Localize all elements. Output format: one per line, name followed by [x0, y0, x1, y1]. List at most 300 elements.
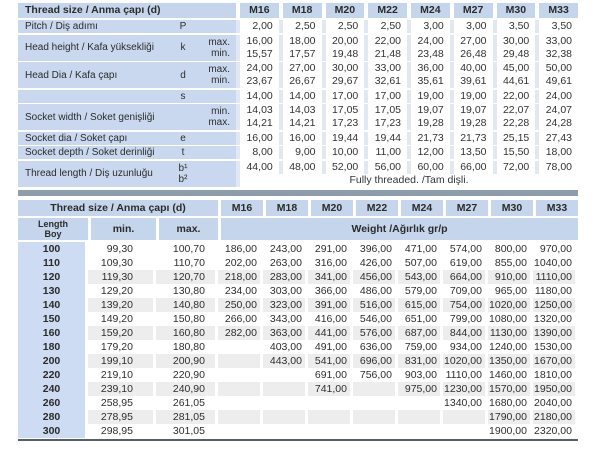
spec-value-cell: 19,44 [364, 132, 407, 145]
spec-value-cell: 30,00 [493, 35, 536, 48]
spec-row-label: Head height / Kafa yüksekliği [25, 42, 154, 53]
spec-value-cell: 14,21 [279, 117, 322, 130]
spec-value-cell: 48,00 [279, 161, 322, 174]
weight-cell: 741,00 [305, 382, 350, 396]
weight-cell: 1570,00 [485, 382, 530, 396]
thread-size-header-cell: M16 [218, 200, 263, 216]
spec-value-cell: 9,00 [279, 146, 322, 159]
weight-cell: 516,00 [350, 298, 395, 312]
weight-cell: 934,00 [440, 340, 485, 354]
weight-cell [215, 368, 260, 382]
weight-cell: 831,00 [395, 354, 440, 368]
weight-cell: 1020,00 [440, 354, 485, 368]
spec-values-block [236, 90, 578, 103]
spec-value-cell: 2,50 [322, 20, 365, 33]
weight-cell: 903,00 [395, 368, 440, 382]
weight-table-row [18, 326, 578, 340]
weight-cell [395, 396, 440, 410]
spec-table-header-row [18, 3, 578, 18]
weight-cell: 844,00 [440, 326, 485, 340]
weight-cell: 186,00 [215, 242, 260, 256]
weight-cell [215, 410, 260, 424]
spec-symbol-column [170, 42, 196, 53]
weight-cell: 619,00 [440, 256, 485, 270]
spec-value-line [236, 104, 578, 117]
weight-cell: 1180,00 [530, 284, 575, 298]
min-length-cell: 219,10 [88, 368, 153, 382]
weight-cell: 1950,00 [530, 382, 575, 396]
min-length-cell: 278,95 [88, 410, 153, 424]
weight-cell [350, 424, 395, 438]
spec-value-cell: 22,00 [493, 90, 536, 103]
spec-table-title: Thread size / Anma çapı (d) [18, 3, 236, 18]
weight-cell: 202,00 [215, 256, 260, 270]
weight-cell: 1040,00 [530, 256, 575, 270]
weight-cell: 754,00 [440, 298, 485, 312]
weight-cell [215, 396, 260, 410]
weight-cell: 416,00 [305, 312, 350, 326]
spec-value-cell: 78,00 [535, 161, 578, 174]
length-column-header [18, 218, 88, 240]
spec-value-cell: 30,00 [322, 62, 365, 75]
weight-cell: 691,00 [305, 368, 350, 382]
weight-cell: 1230,00 [440, 382, 485, 396]
weight-cell [305, 424, 350, 438]
spec-symbol: b² [178, 173, 188, 185]
weight-cell: 396,00 [350, 242, 395, 256]
spec-symbol-column [170, 147, 196, 158]
weight-cell: 1110,00 [530, 270, 575, 284]
weight-table-row [18, 284, 578, 298]
max-column-header: max. [156, 218, 218, 240]
weight-cell: 800,00 [485, 242, 530, 256]
spec-value-cell: 16,00 [236, 132, 279, 145]
spec-row-group [18, 104, 578, 130]
weight-table-header-row-1 [18, 200, 578, 216]
spec-row-label-block [18, 161, 236, 187]
weight-cell: 441,00 [305, 326, 350, 340]
spec-qualifier: min. [211, 75, 230, 86]
max-length-cell: 120,70 [153, 270, 215, 284]
spec-value-line [236, 48, 578, 61]
weight-cell: 541,00 [305, 354, 350, 368]
length-cell: 260 [18, 396, 88, 410]
spec-qualifier: max. [208, 36, 230, 48]
min-length-cell: 99,30 [88, 242, 153, 256]
weight-cell: 1530,00 [530, 340, 575, 354]
spec-value-cell: 12,00 [407, 146, 450, 159]
spec-symbol: P [179, 21, 187, 32]
spec-value-cell: 23,67 [236, 75, 279, 88]
spec-row-label-block [18, 35, 236, 61]
weight-cell [260, 368, 305, 382]
spec-value-cell: 3,50 [535, 20, 578, 33]
spec-symbol-column [170, 70, 196, 81]
spec-row-group [18, 132, 578, 145]
weight-cell: 664,00 [440, 270, 485, 284]
weight-cell: 341,00 [305, 270, 350, 284]
max-length-cell: 261,05 [153, 396, 215, 410]
spec-value-cell: 19,48 [322, 48, 365, 61]
min-length-cell: 159,20 [88, 326, 153, 340]
spec-value-cell: 27,43 [535, 132, 578, 145]
spec-row-label: Socket dia / Soket çapı [25, 132, 128, 144]
weight-cell: 543,00 [395, 270, 440, 284]
weight-cell: 696,00 [350, 354, 395, 368]
spec-value-cell: 16,00 [236, 35, 279, 48]
spec-table-body [18, 20, 578, 187]
thread-size-header-cell: M18 [263, 200, 308, 216]
spec-value-cell: 39,61 [450, 75, 493, 88]
spec-value-cell: 17,05 [322, 104, 365, 117]
spec-value-cell: 21,73 [407, 132, 450, 145]
weight-table-row [18, 256, 578, 270]
spec-row-label: Head Dia / Kafa çapı [25, 69, 118, 81]
spec-value-cell: 22,07 [493, 104, 536, 117]
spec-row-label-block [18, 104, 236, 130]
spec-value-cell: 3,00 [450, 20, 493, 33]
weight-cell [305, 410, 350, 424]
weight-cell: 910,00 [485, 270, 530, 284]
max-length-cell: 100,70 [153, 242, 215, 256]
fully-threaded-note: Fully threaded. /Tam dişli. [236, 174, 578, 187]
length-cell: 220 [18, 368, 88, 382]
weight-cell: 283,00 [260, 270, 305, 284]
weight-cell: 636,00 [350, 340, 395, 354]
thread-size-header-cell: M24 [407, 3, 450, 18]
spec-value-cell: 19,07 [407, 104, 450, 117]
spec-value-cell: 26,48 [450, 48, 493, 61]
weight-cell: 1790,00 [485, 410, 530, 424]
spec-symbol: d [180, 69, 186, 81]
spec-value-cell: 17,23 [364, 117, 407, 130]
spec-value-cell: 27,00 [279, 62, 322, 75]
spec-value-cell: 8,00 [236, 146, 279, 159]
weight-table-header-row-2 [18, 218, 578, 240]
weight-cell: 266,00 [215, 312, 260, 326]
weight-cell [350, 382, 395, 396]
spec-value-cell: 14,00 [236, 90, 279, 103]
weight-cell: 1680,00 [485, 396, 530, 410]
length-header-en: Length [38, 218, 68, 229]
weight-cell: 1320,00 [530, 312, 575, 326]
weight-cell: 426,00 [350, 256, 395, 270]
spec-value-cell: 29,67 [322, 75, 365, 88]
spec-value-cell: 60,00 [407, 161, 450, 174]
weight-cell: 2040,00 [530, 396, 575, 410]
min-length-cell: 258,95 [88, 396, 153, 410]
spec-value-cell: 21,73 [450, 132, 493, 145]
spec-value-cell: 14,03 [279, 104, 322, 117]
spec-value-cell: 22,00 [364, 35, 407, 48]
max-length-cell: 110,70 [153, 256, 215, 270]
weight-cell: 343,00 [260, 312, 305, 326]
weight-cell: 574,00 [440, 242, 485, 256]
max-length-cell: 150,80 [153, 312, 215, 326]
spec-value-cell: 17,57 [279, 48, 322, 61]
weight-cell [440, 410, 485, 424]
thread-size-header-cell: M27 [443, 200, 488, 216]
table-bottom-border [18, 439, 578, 441]
spec-value-cell: 19,00 [407, 90, 450, 103]
spec-symbol-column [170, 163, 196, 185]
weight-cell: 2320,00 [530, 424, 575, 438]
spec-value-cell: 17,05 [364, 104, 407, 117]
max-length-cell: 130,80 [153, 284, 215, 298]
spec-values-block [236, 132, 578, 145]
spec-symbol: t [181, 147, 185, 158]
weight-table-row [18, 242, 578, 256]
weight-table-row [18, 270, 578, 284]
spec-value-cell: 35,61 [407, 75, 450, 88]
spec-value-cell: 52,00 [322, 161, 365, 174]
weight-cell [215, 382, 260, 396]
weight-cell: 709,00 [440, 284, 485, 298]
spec-value-cell: 24,00 [236, 62, 279, 75]
spec-value-cell: 24,28 [535, 117, 578, 130]
spec-value-cell: 2,00 [236, 20, 279, 33]
spec-value-cell: 32,61 [364, 75, 407, 88]
catalog-page [18, 3, 578, 441]
length-cell: 280 [18, 410, 88, 424]
weight-table-row [18, 312, 578, 326]
min-length-cell: 119,30 [88, 270, 153, 284]
spec-value-cell: 33,00 [364, 62, 407, 75]
spec-symbol-column [170, 91, 196, 102]
min-length-cell: 139,20 [88, 298, 153, 312]
weight-cell: 507,00 [395, 256, 440, 270]
weight-cell [260, 396, 305, 410]
weight-cell: 234,00 [215, 284, 260, 298]
min-length-cell: 199,10 [88, 354, 153, 368]
spec-value-cell: 44,61 [493, 75, 536, 88]
thread-size-header-cell: M16 [236, 3, 279, 18]
table-divider-bar [18, 190, 578, 196]
spec-value-cell: 17,00 [322, 90, 365, 103]
spec-value-cell: 50,00 [535, 62, 578, 75]
spec-value-cell: 17,23 [322, 117, 365, 130]
weight-cell: 546,00 [350, 312, 395, 326]
spec-value-cell: 16,00 [279, 132, 322, 145]
weight-cell: 615,00 [395, 298, 440, 312]
spec-value-line [236, 35, 578, 48]
weight-cell: 756,00 [350, 368, 395, 382]
weight-cell: 1250,00 [530, 298, 575, 312]
thread-size-header-cell: M20 [308, 200, 353, 216]
spec-row-group [18, 35, 578, 61]
spec-value-cell: 14,03 [236, 104, 279, 117]
weight-cell: 855,00 [485, 256, 530, 270]
spec-row-label-block [18, 62, 236, 88]
spec-value-cell: 3,50 [493, 20, 536, 33]
length-cell: 100 [18, 242, 88, 256]
weight-cell: 250,00 [215, 298, 260, 312]
weight-cell [260, 382, 305, 396]
weight-cell: 1390,00 [530, 326, 575, 340]
spec-value-cell: 29,48 [493, 48, 536, 61]
thread-size-header-cell: M33 [535, 3, 578, 18]
weight-cell: 579,00 [395, 284, 440, 298]
spec-qualifier: max. [208, 117, 230, 128]
spec-value-cell: 27,00 [450, 35, 493, 48]
weight-cell [215, 354, 260, 368]
spec-value-cell: 19,44 [322, 132, 365, 145]
spec-row-label: Socket width / Soket genişliği [25, 111, 155, 123]
min-length-cell: 129,20 [88, 284, 153, 298]
spec-qualifier-column [196, 64, 236, 86]
spec-value-cell: 32,38 [535, 48, 578, 61]
thread-size-header-cell: M18 [279, 3, 322, 18]
spec-value-line [236, 132, 578, 145]
weight-cell: 316,00 [305, 256, 350, 270]
thread-size-header-cell: M20 [322, 3, 365, 18]
spec-qualifier-column [196, 106, 236, 128]
length-cell: 110 [18, 256, 88, 270]
thread-size-header-cell: M33 [533, 200, 578, 216]
max-length-cell: 200,90 [153, 354, 215, 368]
weight-cell [350, 396, 395, 410]
spec-row-group [18, 146, 578, 159]
spec-value-cell: 3,00 [407, 20, 450, 33]
spec-value-cell: 24,00 [407, 35, 450, 48]
spec-values-block [236, 161, 578, 187]
spec-value-line [236, 117, 578, 130]
weight-table-row [18, 368, 578, 382]
weight-table-row [18, 382, 578, 396]
spec-row-group [18, 62, 578, 88]
thread-size-header-cell: M22 [364, 3, 407, 18]
spec-value-cell: 17,00 [364, 90, 407, 103]
weight-cell: 303,00 [260, 284, 305, 298]
weight-cell: 491,00 [305, 340, 350, 354]
weight-cell [395, 410, 440, 424]
length-header-tr: Boy [44, 228, 62, 239]
weight-cell: 1110,00 [440, 368, 485, 382]
weight-cell: 651,00 [395, 312, 440, 326]
spec-value-line [236, 75, 578, 88]
spec-symbol: s [180, 90, 186, 102]
max-length-cell: 180,80 [153, 340, 215, 354]
min-length-cell: 179,20 [88, 340, 153, 354]
spec-value-cell: 2,50 [279, 20, 322, 33]
max-length-cell: 281,05 [153, 410, 215, 424]
spec-value-cell: 19,28 [450, 117, 493, 130]
thread-size-header-cell: M22 [353, 200, 398, 216]
spec-value-cell: 15,50 [493, 146, 536, 159]
spec-value-cell: 49,61 [535, 75, 578, 88]
spec-value-cell: 11,00 [364, 146, 407, 159]
weight-cell [350, 410, 395, 424]
spec-symbol-column [170, 21, 196, 32]
spec-value-cell: 15,57 [236, 48, 279, 61]
thread-size-header-cell: M30 [488, 200, 533, 216]
spec-value-cell: 19,28 [407, 117, 450, 130]
weight-cell: 486,00 [350, 284, 395, 298]
spec-value-cell: 40,00 [450, 62, 493, 75]
spec-values-block [236, 20, 578, 33]
spec-value-cell: 23,48 [407, 48, 450, 61]
length-cell: 160 [18, 326, 88, 340]
weight-cell: 1670,00 [530, 354, 575, 368]
spec-row-label: Socket depth / Soket derinliği [25, 147, 155, 158]
spec-value-cell: 72,00 [493, 161, 536, 174]
spec-value-line [236, 161, 578, 174]
spec-value-cell: 22,28 [493, 117, 536, 130]
weight-cell [260, 424, 305, 438]
min-length-cell: 298,95 [88, 424, 153, 438]
spec-value-cell: 14,21 [236, 117, 279, 130]
spec-row-label-block [18, 132, 236, 145]
max-length-cell: 220,90 [153, 368, 215, 382]
weight-cell: 263,00 [260, 256, 305, 270]
weight-table [18, 200, 578, 441]
max-length-cell: 240,90 [153, 382, 215, 396]
weight-cell: 323,00 [260, 298, 305, 312]
weight-cell: 687,00 [395, 326, 440, 340]
spec-value-line [236, 20, 578, 33]
spec-qualifier: min. [211, 47, 230, 59]
length-cell: 300 [18, 424, 88, 438]
spec-symbol: e [180, 132, 186, 144]
weight-cell: 403,00 [260, 340, 305, 354]
length-cell: 150 [18, 312, 88, 326]
spec-value-cell: 19,00 [450, 90, 493, 103]
spec-value-cell: 44,00 [236, 161, 279, 174]
spec-row-label-block [18, 20, 236, 33]
weight-cell: 970,00 [530, 242, 575, 256]
weight-table-row [18, 410, 578, 424]
weight-cell [260, 410, 305, 424]
spec-qualifier-column [196, 37, 236, 59]
weight-cell: 291,00 [305, 242, 350, 256]
spec-value-cell: 19,07 [450, 104, 493, 117]
min-length-cell: 239,10 [88, 382, 153, 396]
length-cell: 120 [18, 270, 88, 284]
spec-values-block [236, 35, 578, 61]
spec-value-cell: 26,67 [279, 75, 322, 88]
spec-value-cell: 2,50 [364, 20, 407, 33]
spec-value-line [236, 174, 578, 187]
spec-value-cell: 36,00 [407, 62, 450, 75]
weight-cell: 456,00 [350, 270, 395, 284]
weight-cell: 1340,00 [440, 396, 485, 410]
weight-cell: 1460,00 [485, 368, 530, 382]
max-length-cell: 160,80 [153, 326, 215, 340]
max-length-cell: 140,80 [153, 298, 215, 312]
weight-cell: 1900,00 [485, 424, 530, 438]
weight-cell: 243,00 [260, 242, 305, 256]
spec-value-cell: 24,00 [535, 90, 578, 103]
spec-value-cell: 56,00 [364, 161, 407, 174]
length-cell: 180 [18, 340, 88, 354]
weight-cell: 1130,00 [485, 326, 530, 340]
weight-cell: 799,00 [440, 312, 485, 326]
weight-cell: 471,00 [395, 242, 440, 256]
spec-value-cell: 21,48 [364, 48, 407, 61]
weight-table-body [18, 242, 578, 438]
weight-column-header: Weight /Ağırlık gr/p [218, 218, 578, 240]
weight-cell [440, 424, 485, 438]
length-cell: 240 [18, 382, 88, 396]
spec-value-cell: 10,00 [322, 146, 365, 159]
spec-row-label-block [18, 90, 236, 103]
spec-value-cell: 20,00 [322, 35, 365, 48]
weight-table-row [18, 340, 578, 354]
spec-value-line [236, 146, 578, 159]
weight-cell: 1240,00 [485, 340, 530, 354]
spec-value-cell: 66,00 [450, 161, 493, 174]
spec-qualifier: min. [211, 106, 230, 117]
